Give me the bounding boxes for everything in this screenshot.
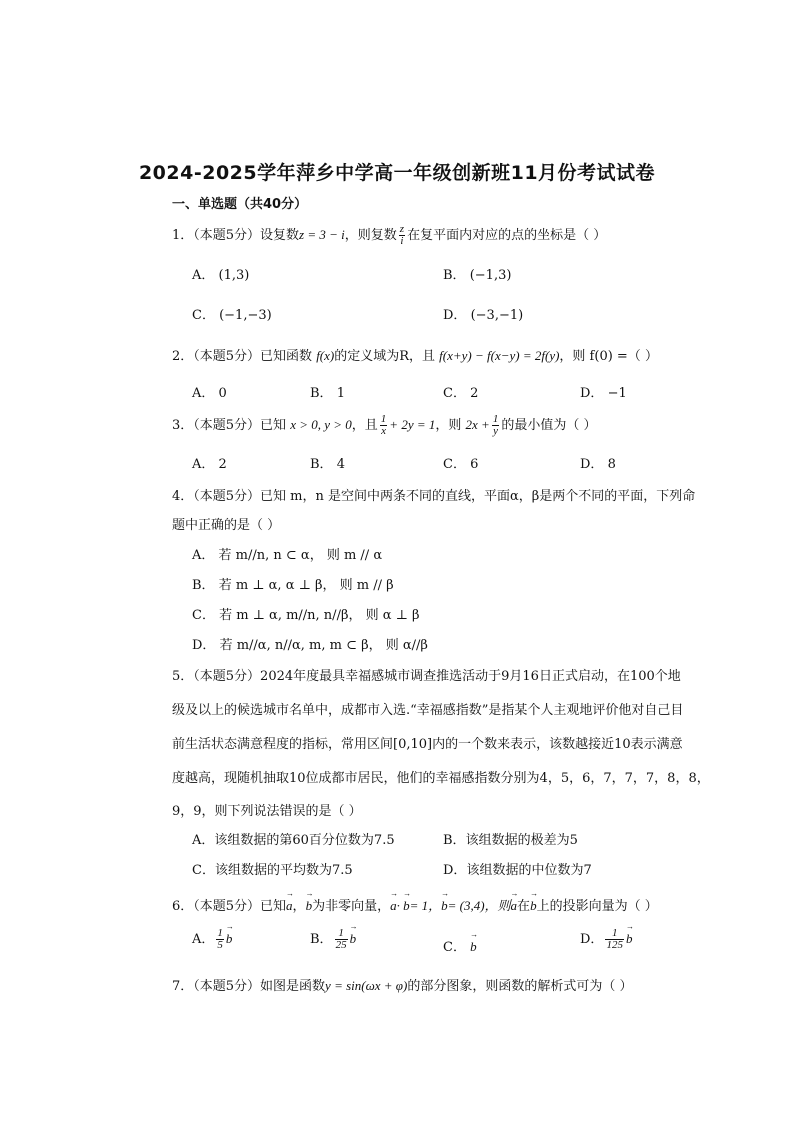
q3-option-c[interactable]: C． 6 [443,457,479,472]
q4-option-c[interactable]: C． 若 m ⊥ α, m//n, n//β， 则 α ⊥ β [192,608,420,623]
question-5-line-5: 9，9，则下列说法错误的是（ ） [172,804,362,819]
q4-option-a[interactable]: A． 若 m//n, n ⊂ α， 则 m // α [192,548,383,563]
q1-option-a[interactable]: A． (1,3) [192,268,250,283]
q6-option-a[interactable]: A． $\frac{1}{5}$ → b [192,928,232,951]
q3-option-a[interactable]: A． 2 [192,457,227,472]
q5-option-b[interactable]: B．该组数据的极差为5 [443,833,578,848]
q5-option-a[interactable]: A．该组数据的第60百分位数为7.5 [192,833,395,848]
q4-option-b[interactable]: B． 若 m ⊥ α, α ⊥ β， 则 m // β [192,578,394,593]
question-5-line-1: 5．（本题5分）2024年度最具幸福感城市调查推选活动于9月16日正式启动，在100个地 [172,669,681,684]
question-4-line-1: 4．（本题5分）已知 m，n 是空间中两条不同的直线，平面α，β是两个不同的平面，下列命 [172,489,696,504]
q3-option-d[interactable]: D． 8 [580,457,616,472]
question-1: 1．（本题5分）设复数z = 3 − i，则复数 $\frac{z}{i}$ 在复平面内对应的点的坐标是（ ） [172,223,607,247]
q2-option-d[interactable]: D． −1 [580,386,627,401]
question-6: 6．（本题5分）已知→ a，→ b为非零向量，→ a· → b= 1，→ b= (3,4)，则→ a在→ b上的投影向量为（ ） [172,895,658,914]
question-3: 3．（本题5分）已知 x > 0, y > 0，且 $\frac{1}{x}$ + 2y = 1，则 2x + $\frac{1}{y}$ 的最小值为（ ） [172,413,597,437]
q3-option-b[interactable]: B． 4 [310,457,345,472]
q2-option-b[interactable]: B． 1 [310,386,345,401]
q5-option-d[interactable]: D．该组数据的中位数为7 [443,863,592,878]
q6-option-d[interactable]: D． $\frac{1}{125}$ → b [580,928,632,951]
q6-option-c[interactable]: C． → b [443,936,477,955]
question-4-line-2: 题中正确的是（ ） [172,518,281,533]
question-7: 7．（本题5分）如图是函数y = sin(ωx + φ)的部分图象，则函数的解析式可为（ ） [172,978,633,994]
q2-option-c[interactable]: C． 2 [443,386,479,401]
q5-option-c[interactable]: C．该组数据的平均数为7.5 [192,863,353,878]
q6-option-b[interactable]: B． $\frac{1}{25}$ → b [310,928,356,951]
exam-title: 2024-2025学年萍乡中学高一年级创新班11月份考试试卷 [138,162,656,184]
q1-option-d[interactable]: D． (−3,−1) [443,308,524,323]
question-5-line-4: 度越高，现随机抽取10位成都市居民，他们的幸福感指数分别为4，5，6，7，7，7，8，8， [172,771,710,786]
q1-option-b[interactable]: B． (−1,3) [443,268,512,283]
q4-option-d[interactable]: D． 若 m//α, n//α, m, m ⊂ β， 则 α//β [192,638,428,653]
section-heading: 一、单选题（共40分） [172,197,308,212]
q2-option-a[interactable]: A． 0 [192,386,227,401]
question-5-line-2: 级及以上的候选城市名单中，成都市入选.“幸福感指数”是指某个人主观地评价他对自己目 [172,703,684,718]
question-2: 2．（本题5分）已知函数 f(x)的定义域为R，且 f(x+y) − f(x−y) = 2f(y)，则 f(0) =（ ） [172,348,658,364]
q1-option-c[interactable]: C． (−1,−3) [192,308,272,323]
question-5-line-3: 前生活状态满意程度的指标，常用区间[0,10]内的一个数来表示，该数越接近10表示满意 [172,737,683,752]
